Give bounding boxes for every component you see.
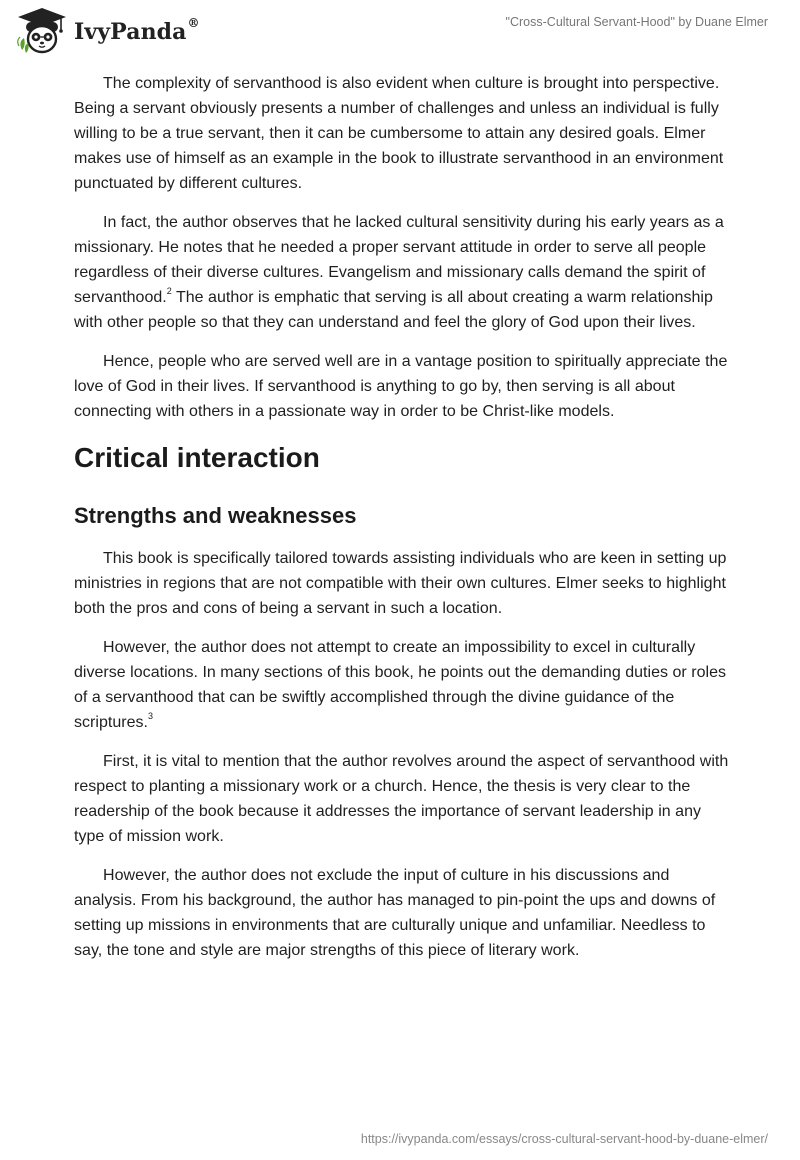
logo-wordmark	[74, 16, 200, 45]
subsection-heading: Strengths and weaknesses	[74, 503, 357, 528]
paragraph: The complexity of servanthood is also evident when culture is brought into perspective. Being a servant obviously presents a number of challenges and unless an individual is fully willing to be a true servant, then it can be cumbersome to attain any desired goals. Elmer makes use of himself as an example in the book to illustrate servanthood in an environment punctuated by different cultures.	[74, 75, 724, 192]
footnote-reference[interactable]: 3	[148, 710, 154, 721]
logo-registered-mark: ®	[187, 16, 200, 30]
essay-content	[74, 71, 730, 977]
source-url[interactable]: https://ivypanda.com/essays/cross-cultural-servant-hood-by-duane-elmer/	[360, 1132, 768, 1146]
logo-name: IvyPanda	[74, 19, 187, 45]
page-header	[0, 0, 800, 62]
paragraph	[74, 210, 730, 335]
paragraph-text: However, the author does not attempt to create an impossibility to excel in culturally diverse locations. In many sections of this book, he points out the demanding duties or roles of a servanthood that can be swiftly accomplished through the divine guidance of the scriptures.	[74, 639, 727, 731]
ivypanda-logo[interactable]	[14, 6, 200, 56]
paragraph: Hence, people who are served well are in a vantage position to spiritually appreciate the love of God in their lives. If servanthood is anything to go by, then serving is all about connecting with others in a passionate way in order to be Christ-like models.	[74, 353, 728, 420]
footnote-reference[interactable]: 2	[166, 285, 172, 296]
paragraph-text: The author is emphatic that serving is all about creating a warm relationship with other people so that they can understand and feel the glory of God upon their lives.	[74, 289, 713, 331]
paragraph: First, it is vital to mention that the author revolves around the aspect of servanthood with respect to planting a missionary work or a church. Hence, the thesis is very clear to the readership of the book because it addresses the importance of servant leadership in any type of mission work.	[74, 753, 729, 845]
panda-graduate-logo-icon	[14, 6, 70, 56]
paragraph: However, the author does not exclude the input of culture in his discussions and analysis. From his background, the author has managed to pin-point the ups and downs of setting up missions in environments that are culturally unique and unfamiliar. Needless to say, the tone and style are major strengths of this piece of literary work.	[74, 867, 716, 959]
paragraph-text: In fact, the author observes that he lacked cultural sensitivity during his early years as a missionary. He notes that he needed a proper servant attitude in order to serve all people regardless of their diverse cultures. Evangelism and missionary calls demand the spirit of servanthood.	[74, 214, 724, 306]
document-title: "Cross-Cultural Servant-Hood" by Duane Elmer	[505, 15, 768, 29]
section-heading: Critical interaction	[74, 442, 320, 473]
paragraph	[74, 635, 730, 735]
paragraph: This book is specifically tailored towards assisting individuals who are keen in setting up ministries in regions that are not compatible with their own cultures. Elmer seeks to highlight both the pros and cons of being a servant in such a location.	[74, 550, 727, 617]
